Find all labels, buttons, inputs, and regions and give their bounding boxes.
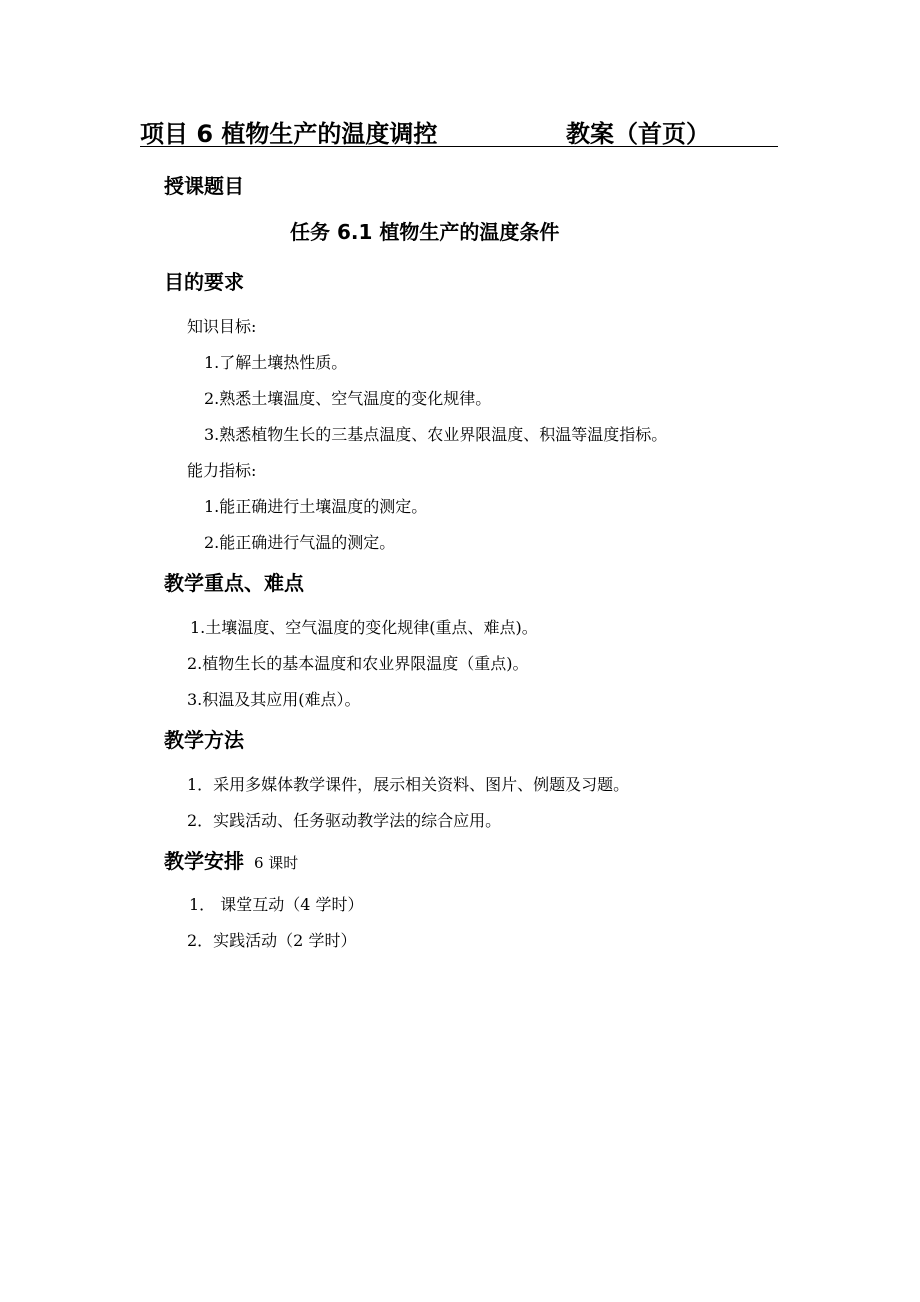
task-title: 任务 6.1 植物生产的温度条件 — [290, 220, 560, 244]
lesson-topic-heading: 授课题目 — [164, 174, 244, 198]
document-header — [140, 114, 778, 147]
objectives-heading: 目的要求 — [164, 270, 244, 294]
schedule-heading-label: 教学安排 — [164, 849, 244, 873]
key-point-item: 1.土壤温度、空气温度的变化规律(重点、难点)。 — [190, 618, 538, 637]
schedule-total: 6 课时 — [254, 854, 299, 872]
ability-item: 1.能正确进行土壤温度的测定。 — [204, 497, 428, 516]
knowledge-item: 1.了解土壤热性质。 — [204, 353, 348, 372]
method-item: 2．实践活动、任务驱动教学法的综合应用。 — [187, 811, 502, 830]
project-title: 项目 6 植物生产的温度调控 — [140, 120, 438, 148]
document-type: 教案（首页） — [566, 120, 710, 148]
schedule-heading — [164, 845, 298, 874]
knowledge-item: 3.熟悉植物生长的三基点温度、农业界限温度、积温等温度指标。 — [204, 425, 668, 444]
method-item: 1．采用多媒体教学课件，展示相关资料、图片、例题及习题。 — [187, 775, 630, 794]
schedule-item: 2．实践活动（2 学时） — [187, 931, 357, 950]
knowledge-label: 知识目标: — [187, 317, 257, 336]
ability-item: 2.能正确进行气温的测定。 — [204, 533, 396, 552]
ability-label: 能力指标: — [187, 461, 257, 480]
key-point-item: 2.植物生长的基本温度和农业界限温度（重点)。 — [187, 654, 529, 673]
key-point-item: 3.积温及其应用(难点）。 — [187, 690, 361, 709]
schedule-item: 1． 课堂互动（4 学时） — [189, 895, 364, 914]
knowledge-item: 2.熟悉土壤温度、空气温度的变化规律。 — [204, 389, 492, 408]
methods-heading: 教学方法 — [164, 728, 244, 752]
key-points-heading: 教学重点、难点 — [164, 571, 304, 595]
